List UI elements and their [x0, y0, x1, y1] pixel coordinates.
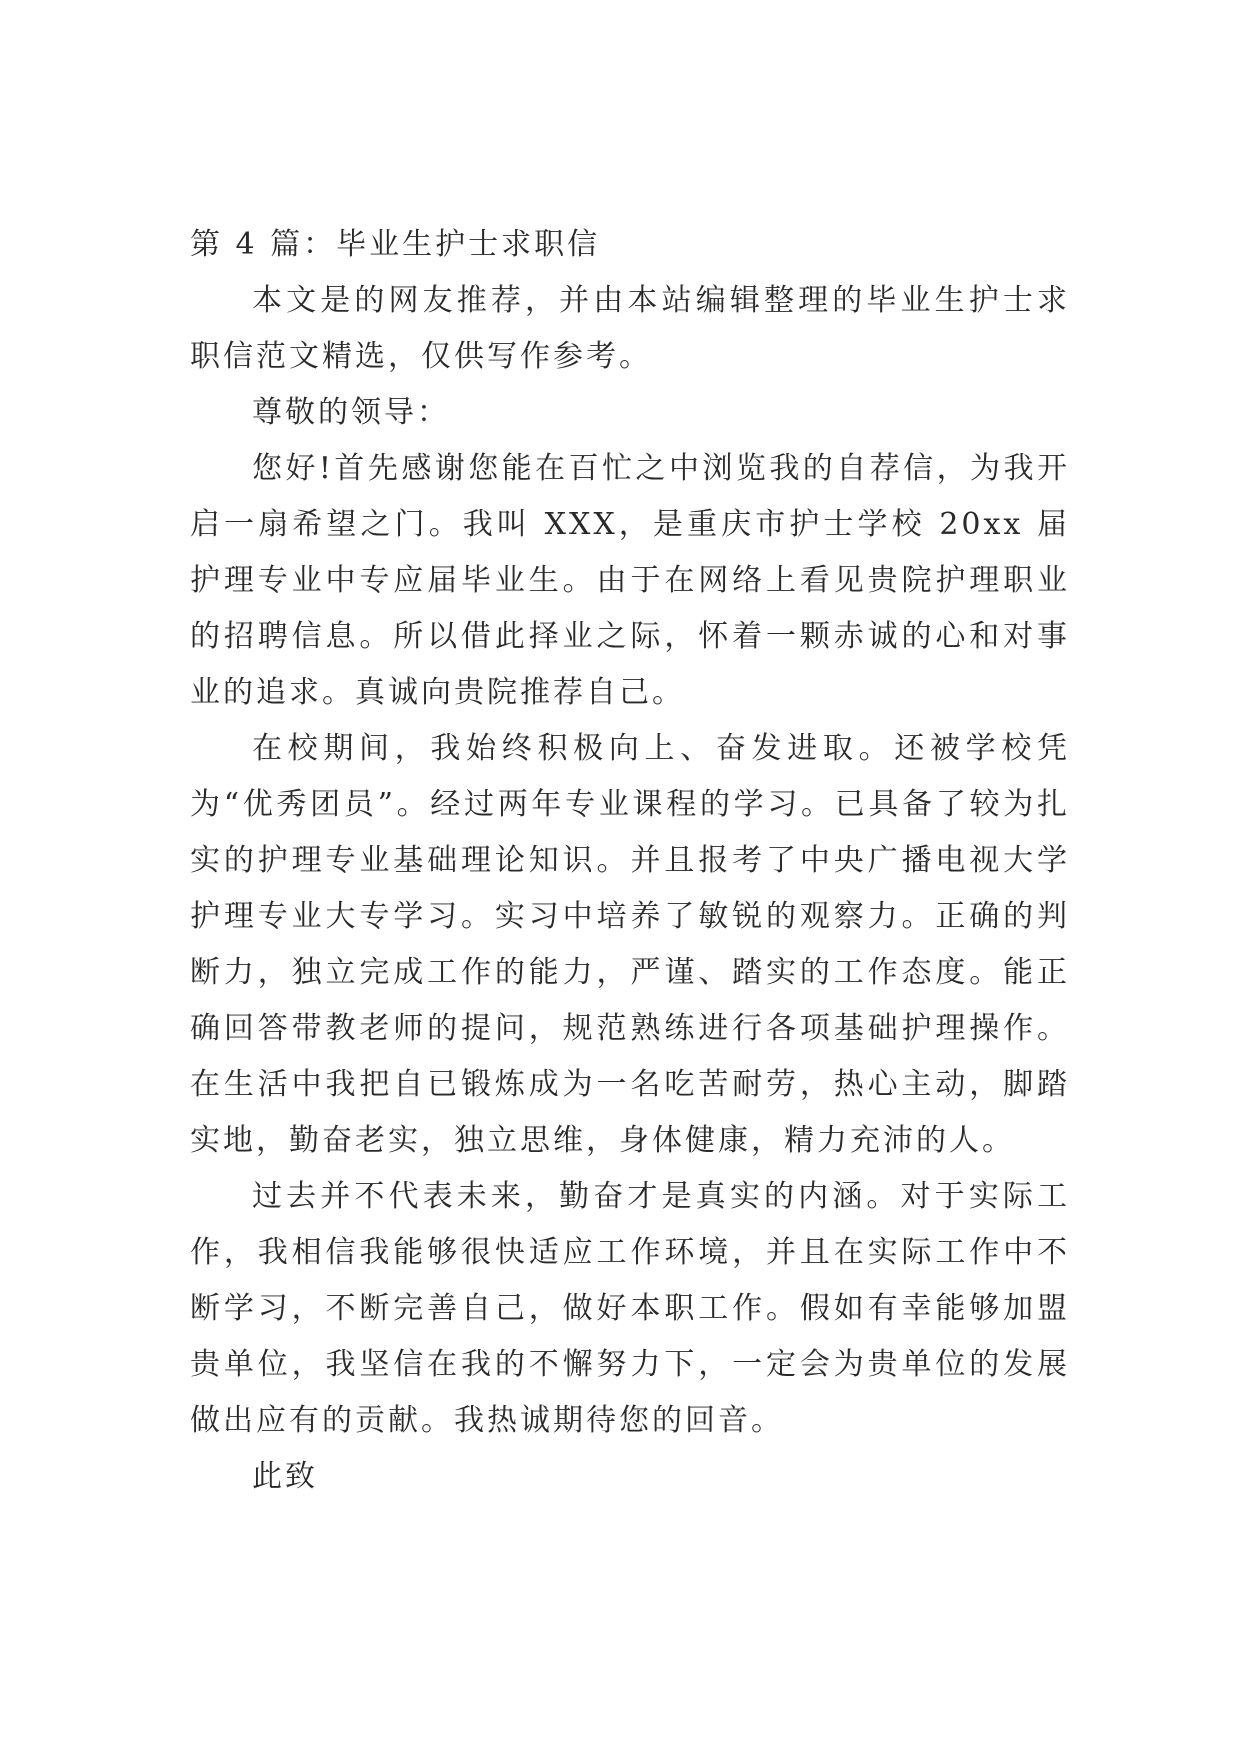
document-title: 第 4 篇：毕业生护士求职信: [190, 227, 601, 262]
salutation: 尊敬的领导：: [252, 395, 450, 430]
school-experience-paragraph: 在校期间，我始终积极向上、奋发进取。还被学校凭为“优秀团员”。经过两年专业课程的学习。已具备了较为扎实的护理专业基础理论知识。并且报考了中央广播电视大学护理专业大专学习。实习中培养了敏锐的观察力。正确的判断力，独立完成工作的能力，严谨、踏实的工作态度。能正确回答带教老师的提问，规范熟练进行各项基础护理操作。在生活中我把自已锻炼成为一名吃苦耐劳，热心主动，脚踏实地，勤奋老实，独立思维，身体健康，精力充沛的人。: [190, 731, 1070, 1158]
greeting-paragraph: 您好!首先感谢您能在百忙之中浏览我的自荐信，为我开启一扇希望之门。我叫 XXX，是重庆市护士学校 20xx 届护理专业中专应届毕业生。由于在网络上看见贵院护理职业的招聘信息。所以借此择业之际，怀着一颗赤诚的心和对事业的追求。真诚向贵院推荐自己。: [190, 451, 1070, 710]
future-paragraph: 过去并不代表未来，勤奋才是真实的内涵。对于实际工作，我相信我能够很快适应工作环境，并且在实际工作中不断学习，不断完善自己，做好本职工作。假如有幸能够加盟贵单位，我坚信在我的不懈努力下，一定会为贵单位的发展做出应有的贡献。我热诚期待您的回音。: [190, 1179, 1070, 1438]
intro-paragraph: 本文是的网友推荐，并由本站编辑整理的毕业生护士求职信范文精选，仅供写作参考。: [190, 283, 1070, 374]
closing-phrase: 此致: [252, 1459, 318, 1494]
document-body: [190, 217, 1070, 1505]
